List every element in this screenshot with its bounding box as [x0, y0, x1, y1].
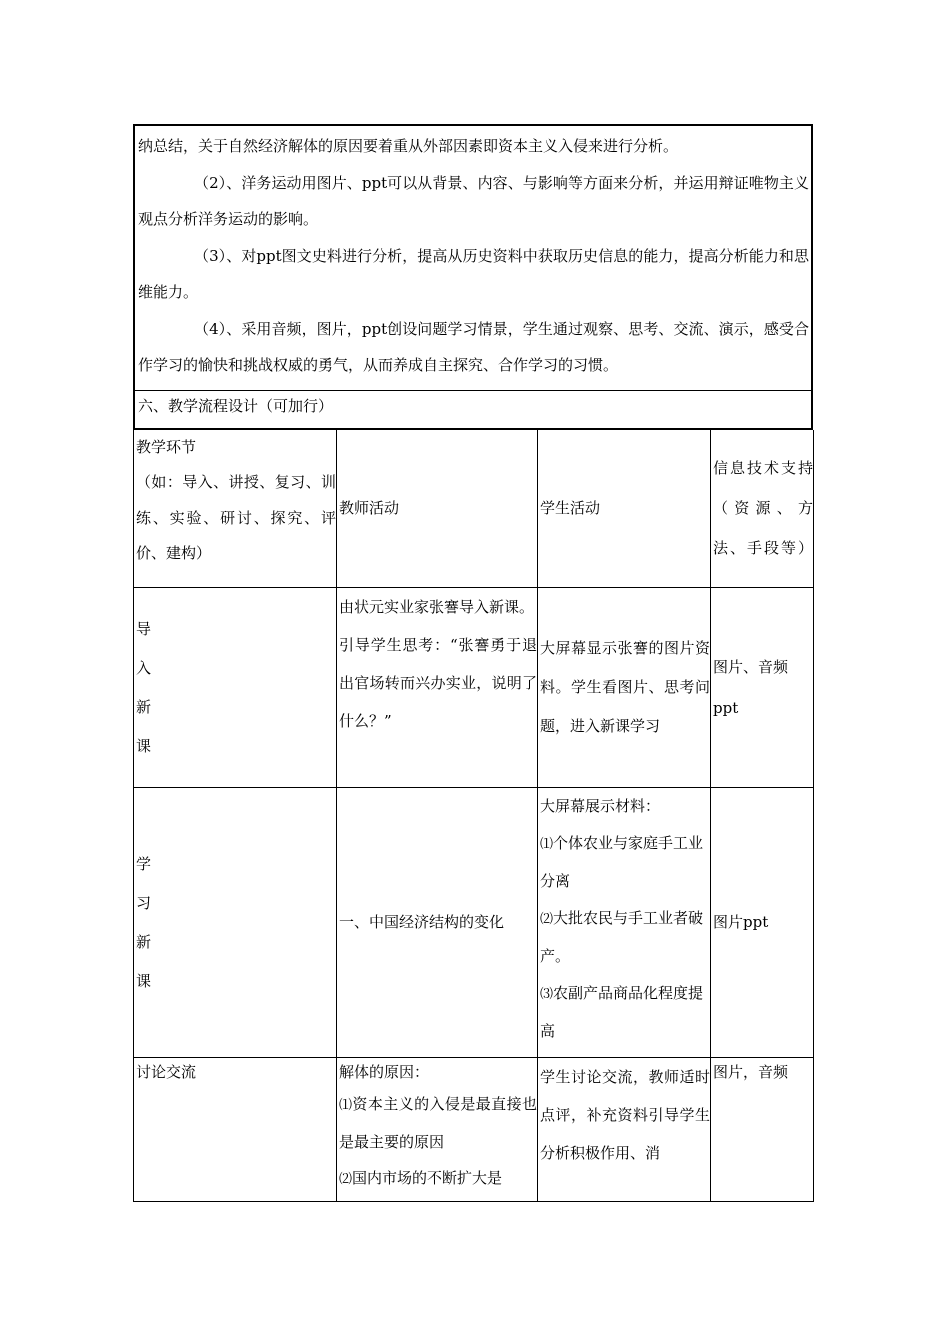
material-item: ⑵大批农民与手工业者破产。: [540, 909, 704, 965]
content-frame: [133, 124, 813, 430]
table-row: [134, 1058, 814, 1202]
stage-char: 新: [136, 697, 152, 716]
stage-discussion: 讨论交流: [134, 1058, 337, 1202]
teacher-activity-line: 引导学生思考：“张謇勇于退出官场转而兴办实业，说明了什么？”: [339, 636, 537, 730]
table-header-row: [134, 430, 814, 588]
header-teaching-stage: [134, 430, 337, 588]
stage-learn-new-lesson: [134, 788, 337, 1058]
stage-char: 习: [136, 893, 152, 912]
stage-char: 课: [136, 736, 152, 755]
material-item: ⑴个体农业与家庭手工业分离: [540, 834, 704, 890]
header-stage-note: （如：导入、讲授、复习、训练、实验、研讨、探究、评价、建构）: [136, 473, 336, 562]
material-item: ⑶农副产品商品化程度提高: [540, 984, 704, 1040]
header-student-activity: 学生活动: [538, 430, 711, 588]
teacher-activity-line: 由状元实业家张謇导入新课。: [339, 598, 535, 616]
student-activity-cell: 学生讨论交流，教师适时点评，补充资料引导学生分析积极作用、消: [538, 1058, 711, 1202]
teaching-flow-table: [133, 430, 814, 1203]
teacher-activity-cell: [337, 1058, 538, 1202]
tech-support-line: 图片，音频: [713, 1063, 789, 1081]
tech-support-cell: [711, 788, 814, 1058]
intro-paragraph-1: 纳总结，关于自然经济解体的原因要着重从外部因素即资本主义入侵来进行分析。: [138, 137, 679, 155]
tech-support-line: 图片、音频: [713, 657, 789, 676]
section-title: 六、教学流程设计（可加行）: [135, 390, 811, 428]
document-page: [133, 124, 813, 1202]
stage-char: 导: [136, 619, 152, 638]
stage-char: 入: [136, 658, 152, 677]
tech-support-cell: [711, 588, 814, 788]
table-row: [134, 588, 814, 788]
header-tech-support: 信息技术支持（资源、方法、手段等）: [711, 430, 814, 588]
tech-support-line: ppt: [713, 698, 739, 717]
tech-support-cell: [711, 1058, 814, 1202]
causes-title: 解体的原因：: [339, 1063, 430, 1081]
cause-item: ⑵国内市场的不断扩大是: [339, 1169, 503, 1187]
teacher-activity-cell: [337, 588, 538, 788]
intro-block: [135, 126, 811, 390]
cause-item: ⑴资本主义的入侵是最直接也是最主要的原因: [339, 1095, 537, 1151]
stage-char: 学: [136, 854, 152, 873]
intro-paragraph-4: （4）、采用音频，图片，ppt创设问题学习情景，学生通过观察、思考、交流、演示，感受合作学习的愉快和挑战权威的勇气，从而养成自主探究、合作学习的习惯。: [138, 319, 809, 374]
intro-paragraph-2: （2）、洋务运动用图片、ppt可以从背景、内容、与影响等方面来分析，并运用辩证唯物主义观点分析洋务运动的影响。: [138, 173, 809, 228]
stage-char: 课: [136, 971, 152, 990]
header-teacher-activity: 教师活动: [337, 430, 538, 588]
student-activity-cell: [538, 788, 711, 1058]
teacher-activity-line: 一、中国经济结构的变化: [339, 913, 505, 931]
table-row: [134, 788, 814, 1058]
teacher-activity-cell: [337, 788, 538, 1058]
tech-support-line: 图片ppt: [713, 913, 769, 931]
stage-char: 新: [136, 932, 152, 951]
intro-paragraph-3: （3）、对ppt图文史料进行分析，提高从历史资料中获取历史信息的能力，提高分析能力和思维能力。: [138, 246, 809, 301]
header-stage-title: 教学环节: [136, 437, 197, 456]
student-activity-cell: 大屏幕显示张謇的图片资料。学生看图片、思考问题，进入新课学习: [538, 588, 711, 788]
materials-title: 大屏幕展示材料：: [540, 797, 661, 815]
stage-import-new-lesson: [134, 588, 337, 788]
